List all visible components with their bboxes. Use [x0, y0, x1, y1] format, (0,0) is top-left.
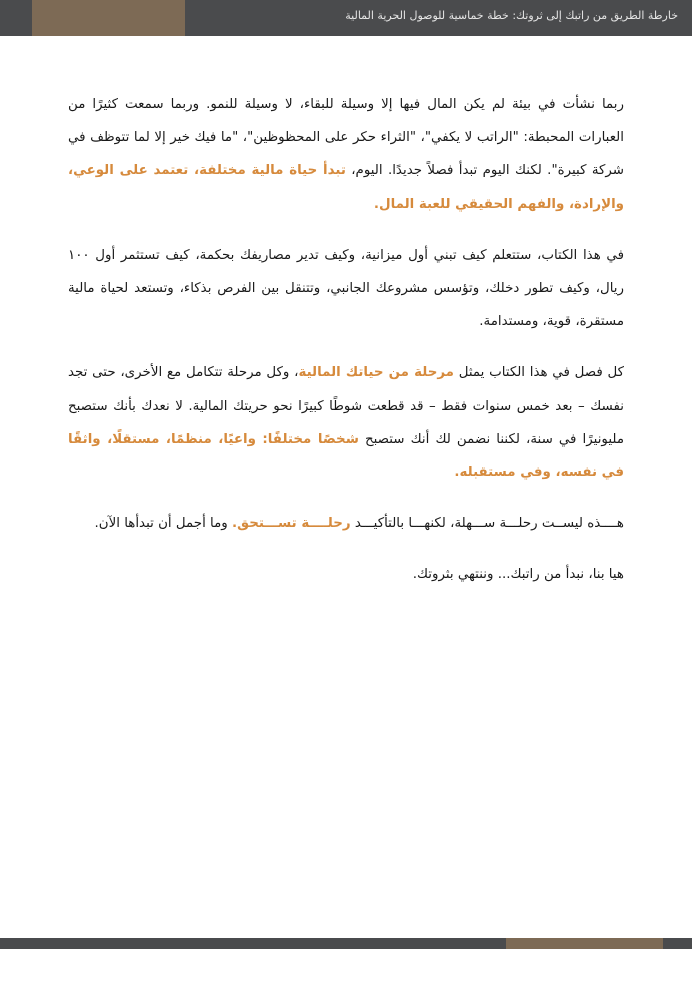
- paragraph-book-contents-text: في هذا الكتاب، ستتعلم كيف تبني أول ميزانية، وكيف تدير مصاريفك بحكمة، كيف تستثمر أول ١٠٠ ريال، وكيف تطور دخلك، وتؤسس مشروعك الجانبي، وتتنقل بين الفرص بذكاء، وتستعد لحياة مالية مستقرة، قوية، ومستدامة.: [68, 247, 624, 330]
- paragraph-chapters-text-start: كل فصل في هذا الكتاب يمثل: [453, 365, 624, 381]
- paragraph-journey-highlight: رحلــــة تســـتحق.: [232, 516, 351, 532]
- running-header-title: خارطة الطريق من راتبك إلى ثروتك: خطة خماسية للوصول الحرية المالية: [345, 9, 678, 22]
- paragraph-intro-text: ربما نشأت في بيئة لم يكن المال فيها إلا وسيلة للبقاء، لا وسيلة للنمو. وربما سمعت كثيرًا من العبارات المحبطة: "الراتب لا يكفي"، "الثراء حكر على المحظوظين"، "ما فيك خير إلا لما تتوظف في شركة كبيرة". لكنك اليوم تبدأ فصلاً جديدًا. اليوم،: [68, 97, 624, 179]
- paragraph-closing: [68, 558, 624, 591]
- paragraph-chapters-text-middle: ، وكل مرحلة تتكامل مع الأخرى، حتى تجد نفسك – بعد خمس سنوات فقط – قد قطعت شوطًا كبيرًا نحو حريتك المالية. لا نعدك بأنك ستصبح مليونيرًا في سنة، لكننا نضمن لك أنك ستصبح: [68, 365, 624, 447]
- paragraph-closing-text: هيا بنا، نبدأ من راتبك... وننتهي بثروتك.: [412, 567, 624, 583]
- footer-accent-block: [506, 938, 663, 949]
- paragraph-chapters: [68, 356, 624, 489]
- paragraph-intro: [68, 88, 624, 221]
- header-accent-block: [32, 0, 185, 36]
- paragraph-chapters-highlight-person: شخصًا مختلفًا: واعيًا، منظمًا، مستقلًا، واثقًا في نفسه، وفي مستقبله.: [68, 431, 624, 481]
- paragraph-journey-text-end: وما أجمل أن تبدأها الآن.: [94, 516, 233, 532]
- paragraph-journey-text-start: هــــذه ليســت رحلـــة ســـهلة، لكنهـــا بالتأكيـــد: [350, 516, 624, 532]
- paragraph-intro-highlight: تبدأ حياة مالية مختلفة، تعتمد على الوعي، والإرادة، والفهم الحقيقي للعبة المال.: [68, 163, 624, 212]
- paragraph-journey: [68, 507, 624, 540]
- paragraph-chapters-highlight-stage: مرحلة من حياتك المالية: [298, 365, 454, 381]
- page-body: [68, 88, 624, 610]
- paragraph-book-contents: [68, 239, 624, 339]
